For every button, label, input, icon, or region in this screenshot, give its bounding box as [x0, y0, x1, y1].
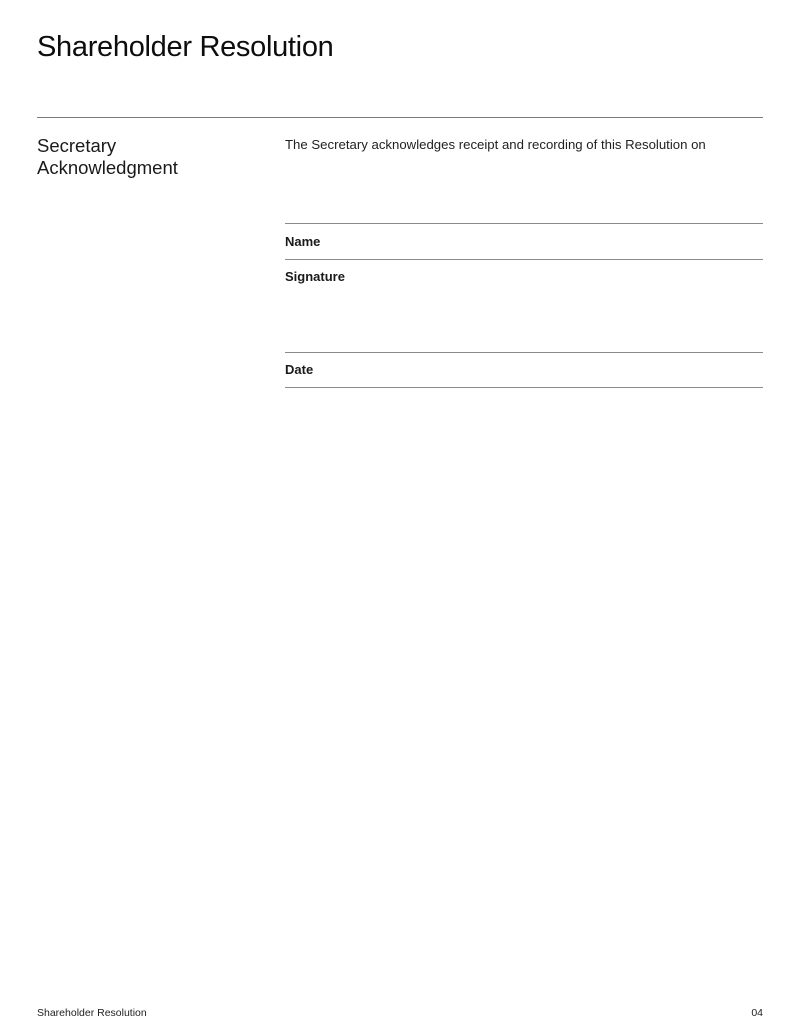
signature-field-label: Signature — [285, 269, 345, 284]
section-heading-line1: Secretary — [37, 135, 117, 156]
section-heading-line2: Acknowledgment — [37, 157, 178, 178]
footer-page-number: 04 — [751, 1007, 763, 1019]
name-field-top-rule — [285, 223, 763, 224]
page-title: Shareholder Resolution — [37, 31, 334, 63]
name-field-label: Name — [285, 234, 321, 249]
divider — [37, 117, 763, 118]
signature-field-rule[interactable] — [285, 352, 763, 353]
footer-document-title: Shareholder Resolution — [37, 1007, 147, 1019]
section-heading — [37, 135, 257, 179]
acknowledgment-statement: The Secretary acknowledges receipt and recording of this Resolution on — [285, 137, 706, 152]
date-field-rule[interactable] — [285, 387, 763, 388]
date-field-label: Date — [285, 362, 314, 377]
name-field-bottom-rule[interactable] — [285, 259, 763, 260]
